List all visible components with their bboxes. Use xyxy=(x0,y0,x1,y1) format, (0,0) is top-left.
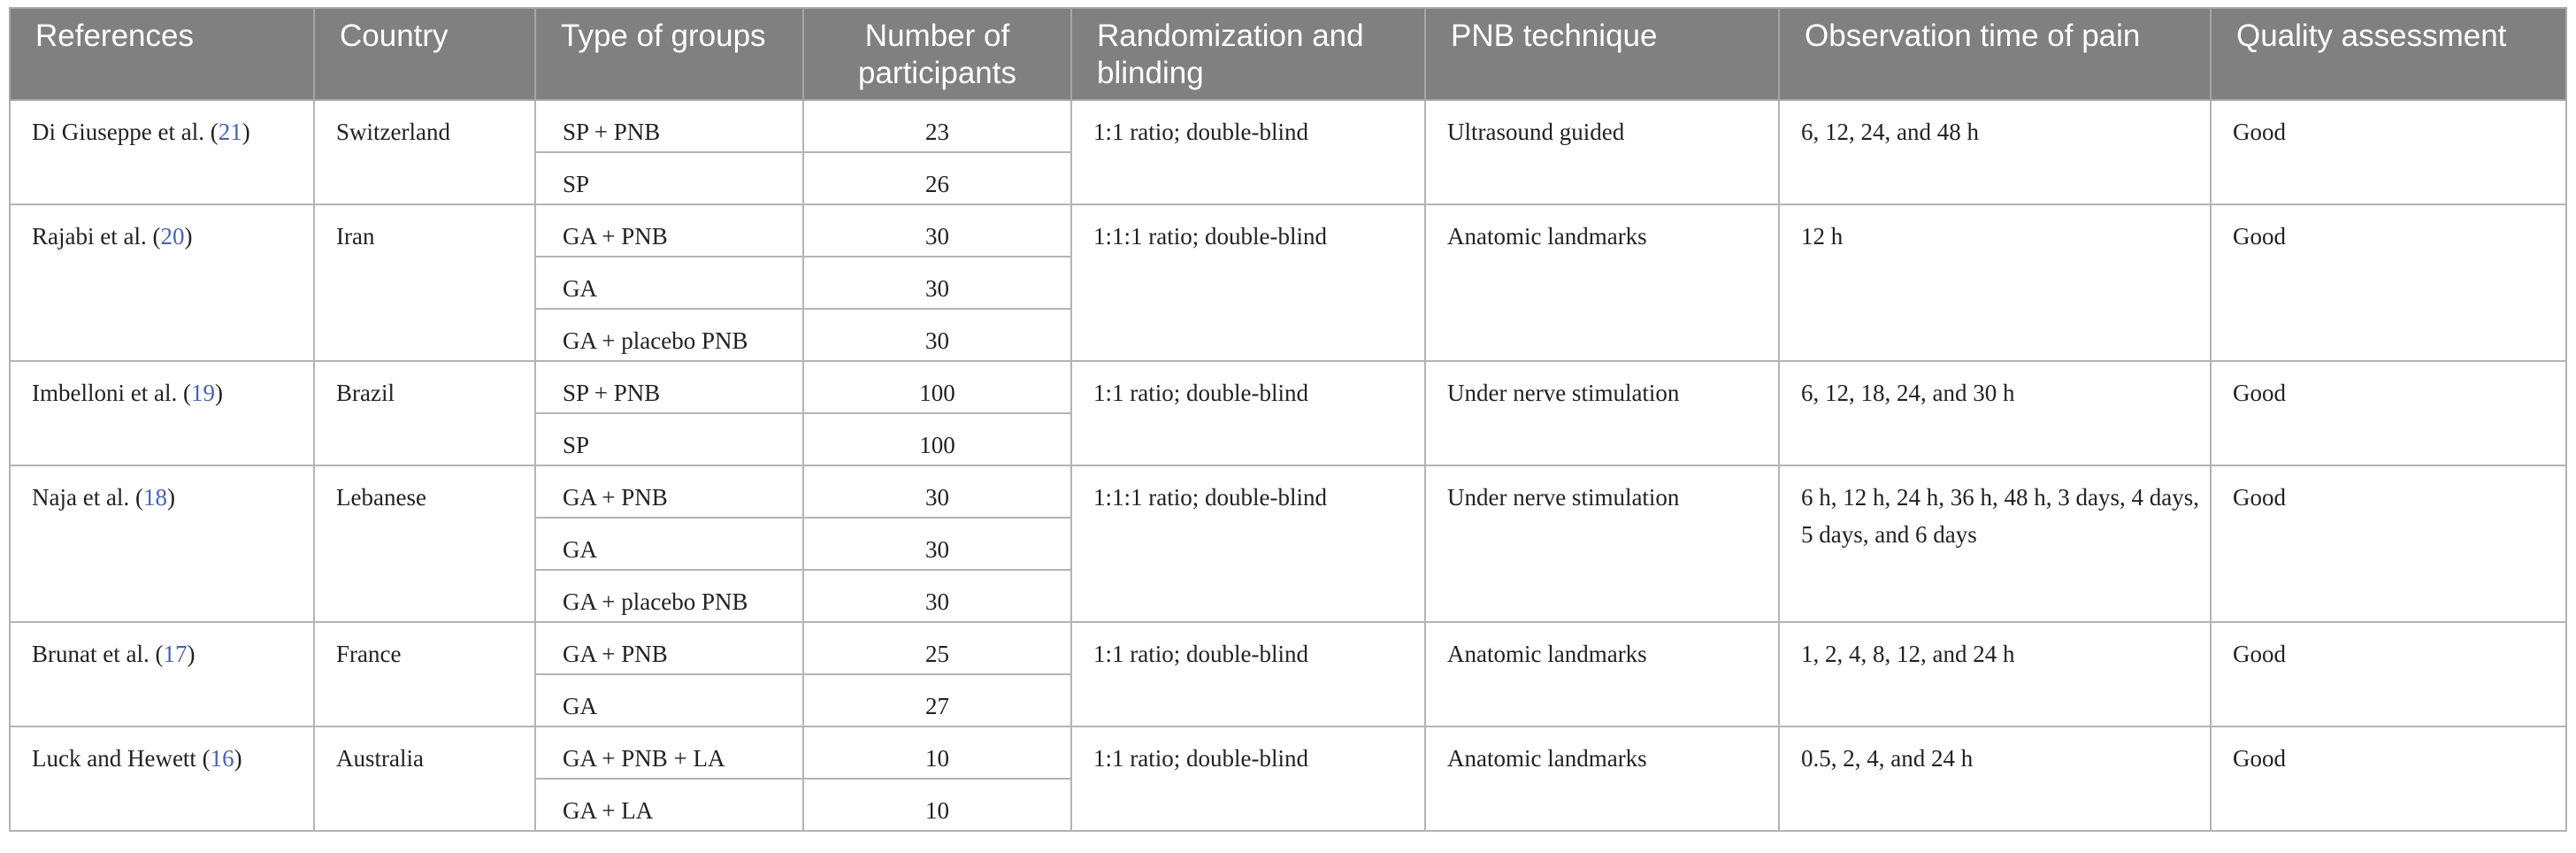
technique-cell: Anatomic landmarks xyxy=(1425,726,1779,831)
group-type-cell: GA + placebo PNB xyxy=(535,570,803,622)
randomization-cell: 1:1 ratio; double-blind xyxy=(1071,622,1425,726)
table-row xyxy=(10,622,2566,674)
group-type-cell: SP + PNB xyxy=(535,361,803,413)
participants-cell: 30 xyxy=(803,204,1071,257)
table-body xyxy=(10,100,2566,831)
technique-cell: Ultrasound guided xyxy=(1425,100,1779,204)
observation-time-cell: 0.5, 2, 4, and 24 h xyxy=(1779,726,2211,831)
country-cell: Iran xyxy=(314,204,535,361)
reference-cell: Di Giuseppe et al. (21) xyxy=(10,100,314,204)
group-type-cell: SP xyxy=(535,413,803,465)
group-type-cell: GA xyxy=(535,257,803,309)
group-type-cell: SP xyxy=(535,152,803,204)
quality-cell: Good xyxy=(2211,204,2566,361)
observation-time-cell: 1, 2, 4, 8, 12, and 24 h xyxy=(1779,622,2211,726)
country-cell: Brazil xyxy=(314,361,535,465)
header-quality: Quality assessment xyxy=(2211,8,2566,100)
header-pnb-technique: PNB technique xyxy=(1425,8,1779,100)
quality-cell: Good xyxy=(2211,465,2566,622)
participants-cell: 100 xyxy=(803,413,1071,465)
table-row xyxy=(10,100,2566,152)
observation-time-cell: 6, 12, 18, 24, and 30 h xyxy=(1779,361,2211,465)
randomization-cell: 1:1 ratio; double-blind xyxy=(1071,361,1425,465)
country-cell: Lebanese xyxy=(314,465,535,622)
table-row xyxy=(10,361,2566,413)
group-type-cell: GA + LA xyxy=(535,779,803,831)
participants-cell: 10 xyxy=(803,779,1071,831)
quality-cell: Good xyxy=(2211,622,2566,726)
reference-cell: Luck and Hewett (16) xyxy=(10,726,314,831)
country-cell: Australia xyxy=(314,726,535,831)
reference-cell: Brunat et al. (17) xyxy=(10,622,314,726)
country-cell: Switzerland xyxy=(314,100,535,204)
citation-link[interactable]: 18 xyxy=(142,484,167,511)
participants-cell: 30 xyxy=(803,465,1071,518)
citation-link[interactable]: 19 xyxy=(190,380,215,406)
group-type-cell: GA + PNB xyxy=(535,204,803,257)
reference-cell: Imbelloni et al. (19) xyxy=(10,361,314,465)
technique-cell: Under nerve stimulation xyxy=(1425,465,1779,622)
reference-cell: Naja et al. (18) xyxy=(10,465,314,622)
participants-cell: 10 xyxy=(803,726,1071,779)
observation-time-cell: 6 h, 12 h, 24 h, 36 h, 48 h, 3 days, 4 days, 5 days, and 6 days xyxy=(1779,465,2211,622)
citation-link[interactable]: 17 xyxy=(163,641,188,667)
group-type-cell: GA xyxy=(535,674,803,726)
table-row xyxy=(10,726,2566,779)
randomization-cell: 1:1:1 ratio; double-blind xyxy=(1071,204,1425,361)
country-cell: France xyxy=(314,622,535,726)
technique-cell: Anatomic landmarks xyxy=(1425,622,1779,726)
observation-time-cell: 12 h xyxy=(1779,204,2211,361)
table-row xyxy=(10,465,2566,518)
citation-link[interactable]: 16 xyxy=(210,745,234,772)
participants-cell: 30 xyxy=(803,309,1071,361)
reference-cell: Rajabi et al. (20) xyxy=(10,204,314,361)
technique-cell: Anatomic landmarks xyxy=(1425,204,1779,361)
header-country: Country xyxy=(314,8,535,100)
participants-cell: 26 xyxy=(803,152,1071,204)
group-type-cell: GA + PNB + LA xyxy=(535,726,803,779)
participants-cell: 25 xyxy=(803,622,1071,674)
header-references: References xyxy=(10,8,314,100)
randomization-cell: 1:1:1 ratio; double-blind xyxy=(1071,465,1425,622)
participants-cell: 30 xyxy=(803,518,1071,570)
quality-cell: Good xyxy=(2211,100,2566,204)
group-type-cell: GA + placebo PNB xyxy=(535,309,803,361)
quality-cell: Good xyxy=(2211,726,2566,831)
header-number-of-participants: Number of participants xyxy=(803,8,1071,100)
randomization-cell: 1:1 ratio; double-blind xyxy=(1071,726,1425,831)
observation-time-cell: 6, 12, 24, and 48 h xyxy=(1779,100,2211,204)
table-row xyxy=(10,204,2566,257)
header-observation-time: Observation time of pain xyxy=(1779,8,2211,100)
citation-link[interactable]: 20 xyxy=(160,223,185,250)
group-type-cell: SP + PNB xyxy=(535,100,803,152)
participants-cell: 100 xyxy=(803,361,1071,413)
header-randomization: Randomization and blinding xyxy=(1071,8,1425,100)
participants-cell: 30 xyxy=(803,570,1071,622)
randomization-cell: 1:1 ratio; double-blind xyxy=(1071,100,1425,204)
header-type-of-groups: Type of groups xyxy=(535,8,803,100)
participants-cell: 27 xyxy=(803,674,1071,726)
group-type-cell: GA xyxy=(535,518,803,570)
group-type-cell: GA + PNB xyxy=(535,622,803,674)
citation-link[interactable]: 21 xyxy=(218,119,242,145)
participants-cell: 23 xyxy=(803,100,1071,152)
studies-table xyxy=(9,7,2567,832)
header-row xyxy=(10,8,2566,100)
participants-cell: 30 xyxy=(803,257,1071,309)
group-type-cell: GA + PNB xyxy=(535,465,803,518)
quality-cell: Good xyxy=(2211,361,2566,465)
technique-cell: Under nerve stimulation xyxy=(1425,361,1779,465)
